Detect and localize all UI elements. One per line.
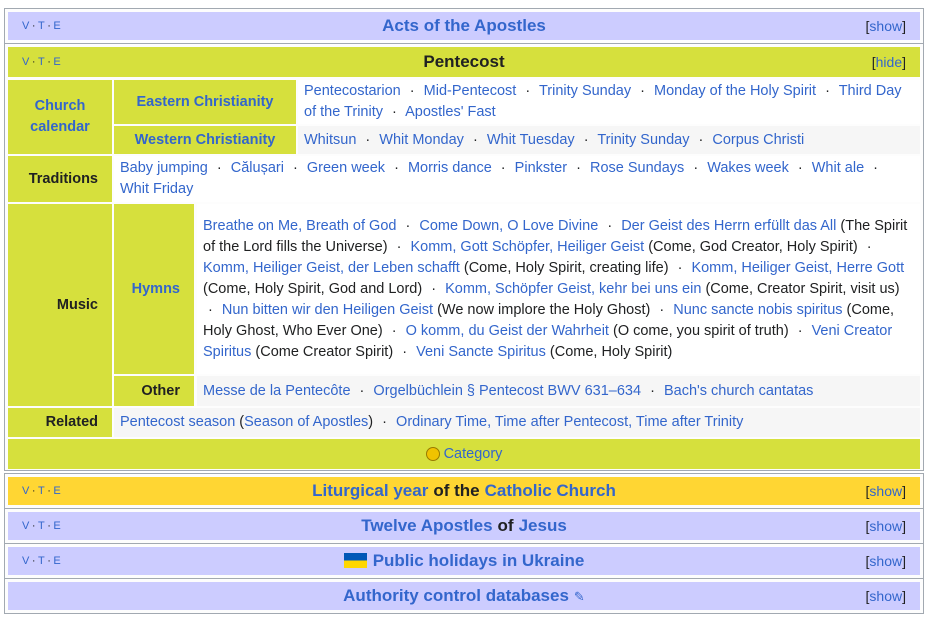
navbox-authority [4,578,924,614]
hymn-link[interactable]: Komm, Heiliger Geist, der Leben schafft [203,259,460,276]
list-link[interactable]: Orgelbüchlein § Pentecost BWV 631–634 [373,382,642,399]
group-eastern [114,80,296,124]
ukraine-flag-icon [344,553,367,568]
list-link[interactable]: Green week [306,160,386,176]
list-link[interactable]: Monday of the Holy Spirit [654,83,817,99]
separator-dot: · [525,83,531,99]
apostles-toggle: [ show ] [865,518,906,534]
separator-dot: · [472,131,478,148]
view-link[interactable]: V [22,520,30,532]
separator-dot: · [409,83,415,99]
list-link[interactable]: Messe de la Pentecôte [203,382,351,399]
navbox-apostles-title [8,512,920,540]
group-church-calendar [8,80,112,154]
twelve-apostles-link[interactable]: Twelve Apostles [361,516,493,535]
group-other [114,376,194,406]
music-label: Music [56,296,98,313]
related-paren: ( [235,414,245,430]
view-link[interactable]: V [22,485,30,497]
hymn-translation: (O come, you spirit of truth) [612,322,789,339]
edit-link[interactable]: E [53,555,62,567]
hymn-link[interactable]: Veni Creator Spiritus [203,322,893,360]
jesus-link[interactable]: Jesus [518,516,567,535]
acts-title-link[interactable]: Acts of the Apostles [382,16,546,35]
talk-link[interactable]: T [38,485,46,497]
related-label: Related [45,414,98,430]
hymn-translation: (Come, Creator Spirit, visit us) [705,280,900,297]
hymn-link[interactable]: Nun bitten wir den Heiligen Geist [221,301,434,318]
group-traditions [8,156,112,202]
western-christianity-link[interactable]: Western Christianity [134,131,276,148]
group-related [8,408,112,437]
navbox-pentecost [4,43,924,471]
navbox-acts-title [8,12,920,40]
separator-dot: · [392,104,397,120]
separator-dot: · [866,238,872,255]
list-link[interactable]: Mid-Pentecost [423,83,517,99]
holidays-link[interactable]: Public holidays in Ukraine [372,551,585,570]
separator-dot: · [500,160,506,176]
eastern-christianity-link[interactable]: Eastern Christianity [136,93,274,110]
related-list [114,408,920,437]
vte-links: V · T · E [22,20,62,32]
show-toggle[interactable]: show [869,518,903,534]
category-link[interactable]: Category [443,445,503,462]
related-link[interactable]: Pentecost season [120,414,236,430]
authority-control-link[interactable]: Authority control databases [343,586,569,605]
separator-dot: · [431,280,437,297]
separator-dot: · [359,382,365,399]
hymn-link[interactable]: Komm, Schöpfer Geist, kehr bei uns ein [445,280,702,297]
separator-dot: · [677,259,683,276]
list-link[interactable]: Whit ale [811,160,865,176]
vte-links: V · T · E [22,520,62,532]
liturgical-of-the: of the [433,481,480,500]
list-link[interactable]: Trinity Sunday [597,131,690,148]
navbox-apostles [4,508,924,544]
hide-toggle[interactable]: hide [875,54,903,70]
separator-dot: · [576,160,581,176]
list-link[interactable]: Wakes week [707,160,789,176]
authority-toggle: [ show ] [865,588,906,604]
hymn-link[interactable]: Komm, Gott Schöpfer, Heiliger Geist [410,238,645,255]
hymn-translation: (Come, Holy Spirit) [549,343,673,360]
hymn-translation: (The Spirit of the Lord fills the Universe) [203,217,908,255]
navbox-holidays-title [8,547,920,575]
separator-dot: · [382,414,388,430]
separator-dot: · [873,160,879,176]
catholic-church-link[interactable]: Catholic Church [484,481,616,500]
show-toggle[interactable]: show [869,483,903,499]
list-link[interactable]: Baby jumping [120,160,208,176]
list-link[interactable]: Rose Sundays [589,160,685,176]
hymn-translation: (Come, Holy Spirit, God and Lord) [203,280,423,297]
vte-links: V · T · E [22,485,62,497]
talk-link[interactable]: T [38,520,46,532]
liturgical-toggle: [ show ] [865,483,906,499]
hymn-link[interactable]: O komm, du Geist der Wahrheit [405,322,609,339]
separator-dot: · [825,83,830,99]
navbox-liturgical-title [8,477,920,505]
list-link[interactable]: Morris dance [407,160,492,176]
traditions-list [114,156,920,202]
navbox-holidays [4,543,924,579]
list-link[interactable]: Apostles' Fast [405,104,496,120]
list-link[interactable]: Whit Tuesday [486,131,575,148]
hymn-link[interactable]: Der Geist des Herrn erfüllt das All [621,217,837,234]
separator-dot: · [216,160,222,176]
view-link[interactable]: V [22,20,30,32]
acts-toggle: [ show ] [865,18,906,34]
edit-link[interactable]: E [53,485,62,497]
view-link[interactable]: V [22,555,30,567]
list-link[interactable]: Bach's church cantatas [663,382,814,399]
separator-dot: · [659,301,665,318]
list-link[interactable]: Pinkster [514,160,568,176]
separator-dot: · [797,160,803,176]
separator-dot: · [402,343,408,360]
separator-dot: · [396,238,402,255]
pentecost-title: Pentecost [423,52,505,71]
navbox-acts [4,8,924,44]
talk-link[interactable]: T [38,56,46,68]
separator-dot: · [394,160,399,176]
hymns-link[interactable]: Hymns [131,280,180,297]
vte-links: V · T · E [22,56,62,68]
group-music [8,204,112,406]
separator-dot: · [405,217,411,234]
hymn-link[interactable]: Nunc sancte nobis spiritus [673,301,843,318]
hymn-link[interactable]: Come Down, O Love Divine [419,217,599,234]
separator-dot: · [391,322,397,339]
other-list [197,376,920,406]
vte-links: V · T · E [22,555,62,567]
apostles-of: of [497,516,514,535]
related-link[interactable]: Season of Apostles [244,414,369,430]
list-link[interactable]: Pentecostarion [304,83,401,99]
separator-dot: · [365,131,371,148]
holidays-toggle: [ show ] [865,553,906,569]
hymn-translation: (We now implore the Holy Ghost) [437,301,651,318]
hymns-list [197,204,920,374]
related-paren: ) [368,414,374,430]
navbox-pentecost-title [8,47,920,77]
show-toggle[interactable]: show [869,588,903,604]
liturgical-year-link[interactable]: Liturgical year [312,481,429,500]
list-link[interactable]: Whitsun [304,131,357,148]
edit-link[interactable]: E [53,20,62,32]
view-link[interactable]: V [22,56,30,68]
hymn-translation: (Come, Holy Ghost, Who Ever One) [203,301,895,339]
separator-dot: · [208,301,213,318]
category-bar [8,439,920,469]
related-link[interactable]: Ordinary Time, Time after Pentecost, Time after Trinity [396,414,744,430]
hymn-translation: (Come Creator Spirit) [255,343,394,360]
separator-dot: · [583,131,589,148]
list-link[interactable]: Whit Monday [379,131,464,148]
group-hymns [114,204,194,374]
list-link[interactable]: Corpus Christi [712,131,805,148]
list-link[interactable]: Third Day of the Trinity [304,83,902,120]
other-label: Other [141,382,180,399]
separator-dot: · [607,217,613,234]
hymn-link[interactable]: Breathe on Me, Breath of God [203,217,397,234]
separator-dot: · [650,382,655,399]
navbox-authority-title [8,582,920,610]
show-toggle[interactable]: show [869,553,903,569]
eastern-list [298,80,920,124]
separator-dot: · [698,131,704,148]
list-link[interactable]: Whit Friday [120,181,194,197]
show-toggle[interactable]: show [869,18,903,34]
church-calendar-link[interactable]: Church calendar [30,98,90,135]
navbox-liturgical [4,473,924,509]
pentecost-toggle: [ hide ] [871,54,906,70]
edit-link[interactable]: E [53,56,62,68]
separator-dot: · [797,322,803,339]
talk-link[interactable]: T [38,555,46,567]
edit-pencil-icon[interactable]: ✎ [573,589,585,604]
list-link[interactable]: Călușari [230,160,284,176]
traditions-label: Traditions [28,170,98,187]
separator-dot: · [693,160,699,176]
separator-dot: · [640,83,645,99]
hymn-translation: (Come, God Creator, Holy Spirit) [648,238,858,255]
hymn-translation: (Come, Holy Spirit, creating life) [463,259,669,276]
talk-link[interactable]: T [38,20,46,32]
hymn-link[interactable]: Komm, Heiliger Geist, Herre Gott [691,259,905,276]
western-list [298,126,920,154]
list-link[interactable]: Trinity Sunday [538,83,632,99]
category-icon [426,447,440,461]
group-western [114,126,296,154]
hymn-link[interactable]: Veni Sancte Spiritus [416,343,546,360]
separator-dot: · [292,160,298,176]
edit-link[interactable]: E [53,520,62,532]
